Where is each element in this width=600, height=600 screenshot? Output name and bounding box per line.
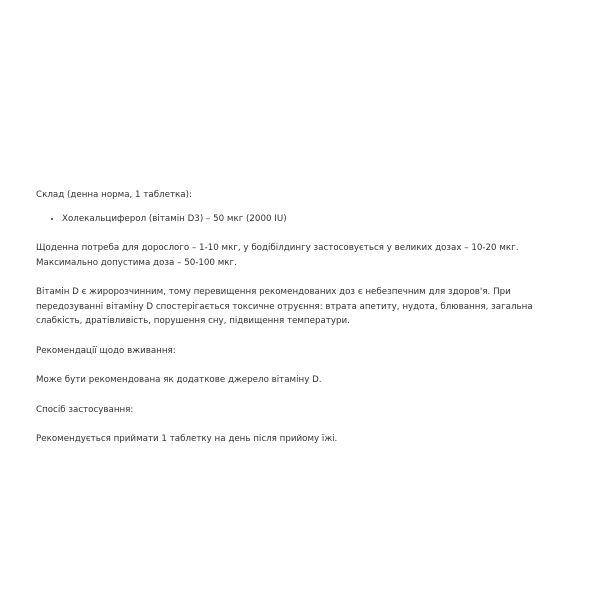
usage-heading: Спосіб застосування: [36, 404, 134, 415]
composition-heading: Склад (денна норма, 1 таблетка): [36, 190, 192, 200]
ingredient-item: • Холекальциферол (вітамін D3) – 50 мкг (2000 IU) [62, 212, 564, 227]
recommendations-text: Може бути рекомендована як додаткове джерело вітаміну D. [36, 375, 322, 385]
daily-need-paragraph: Щоденна потреба для дорослого – 1-10 мкг, у бодібілдингу застосовується у великих дозах – 10-20 мкг. Максимально допустима доза – 50-100 мкг. [36, 243, 519, 268]
usage-text: Рекомендується приймати 1 таблетку на день після прийому їжі. [36, 434, 338, 444]
ingredient-list [36, 212, 564, 227]
overdose-warning-paragraph: Вітамін D є жиророзчинним, тому перевищення рекомендованих доз є небезпечним для здоров'я. При передозуванні вітаміну D спостерігається токсичне отруєння: втрата апетиту, нудота, блювання, загальна слабкість, дратівливість, порушення сну, підвищення температури. [36, 287, 533, 326]
recommendations-heading: Рекомендації щодо вживання: [36, 345, 176, 356]
product-description [36, 188, 564, 462]
